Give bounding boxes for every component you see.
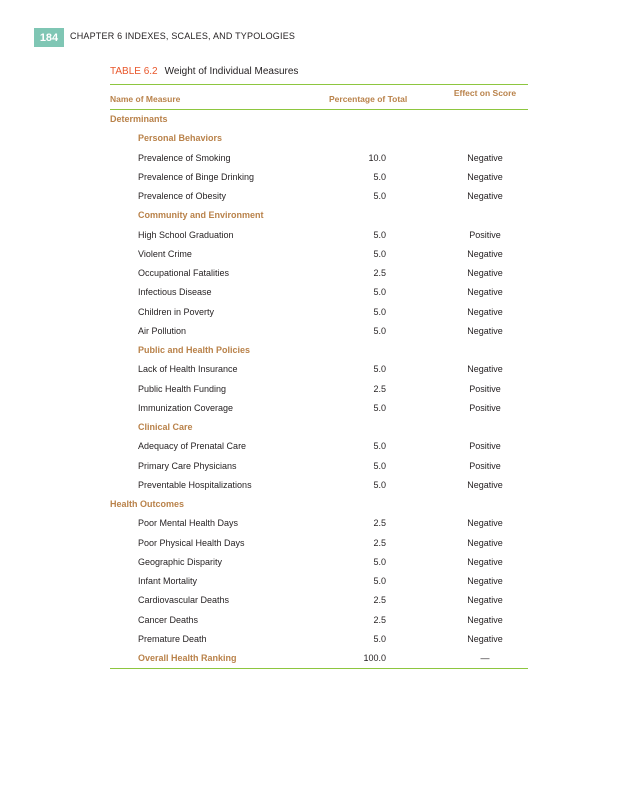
effect-cell: Positive [469, 383, 501, 394]
table-caption [110, 66, 298, 77]
measure-name: Children in Poverty [138, 306, 215, 317]
header-name: Name of Measure [110, 94, 181, 104]
measure-name: Cancer Deaths [138, 614, 199, 625]
table-row [110, 553, 528, 572]
measure-name: Preventable Hospitalizations [138, 479, 252, 490]
effect-cell: Negative [467, 248, 503, 259]
measure-name: Poor Mental Health Days [138, 518, 239, 529]
effect-cell: Negative [467, 268, 503, 278]
effect-cell: Positive [469, 229, 501, 240]
percentage-cell: 100.0 [363, 653, 386, 663]
measure-name: Prevalence of Smoking [138, 152, 231, 163]
percentage-cell: 5.0 [373, 441, 386, 452]
table-row [110, 303, 528, 322]
table-title: Weight of Individual Measures [164, 66, 299, 77]
measure-name: Primary Care Physicians [138, 460, 237, 471]
table-row [110, 245, 528, 264]
effect-cell: Negative [467, 287, 503, 298]
percentage-cell: 5.0 [373, 556, 386, 567]
table-row [110, 630, 528, 649]
percentage-cell: 5.0 [373, 306, 386, 317]
section-row [110, 110, 528, 129]
table-row [110, 168, 528, 187]
effect-cell: Negative [467, 556, 503, 567]
measure-name: Geographic Disparity [138, 556, 223, 567]
percentage-cell: 5.0 [373, 364, 386, 375]
percentage-cell: 5.0 [373, 576, 386, 586]
table-row [110, 514, 528, 533]
percentage-cell: 5.0 [373, 325, 386, 336]
measure-name: Lack of Health Insurance [138, 364, 238, 375]
percentage-cell: 2.5 [373, 537, 386, 548]
measure-name: Occupational Fatalities [138, 268, 230, 278]
table-row [110, 226, 528, 245]
effect-cell: Negative [467, 537, 503, 548]
effect-cell: Negative [467, 364, 503, 375]
measure-name: Personal Behaviors [138, 133, 223, 144]
effect-cell: Negative [467, 171, 503, 182]
effect-cell: Negative [467, 633, 503, 644]
effect-cell: Negative [467, 614, 503, 625]
table-row [110, 591, 528, 610]
header-effect: Effect on Score [453, 88, 517, 98]
table-row [110, 534, 528, 553]
header-percentage: Percentage of Total [329, 94, 408, 104]
percentage-cell: 5.0 [373, 229, 386, 240]
percentage-cell: 2.5 [373, 614, 386, 625]
measure-name: Public Health Funding [138, 383, 227, 394]
percentage-cell: 2.5 [373, 595, 386, 606]
table-row [110, 322, 528, 341]
page-number: 184 [34, 28, 64, 47]
running-head: CHAPTER 6 INDEXES, SCALES, AND TYPOLOGIES [70, 31, 296, 41]
table-row [110, 264, 528, 283]
measure-name: Air Pollution [138, 325, 187, 336]
table-header [110, 85, 528, 110]
table-row [110, 149, 528, 168]
table-row [110, 360, 528, 379]
effect-cell: Negative [467, 576, 503, 586]
measure-name: Infectious Disease [138, 287, 212, 298]
subsection-row [110, 206, 528, 225]
measure-name: Immunization Coverage [138, 402, 234, 413]
effect-cell: Negative [467, 325, 503, 336]
measure-name: Public and Health Policies [138, 345, 251, 355]
measure-name: Prevalence of Binge Drinking [138, 171, 255, 182]
subsection-row [110, 341, 528, 360]
measure-name: Adequacy of Prenatal Care [138, 441, 247, 452]
table-row [110, 437, 528, 456]
table-body [110, 110, 528, 668]
percentage-cell: 5.0 [373, 633, 386, 644]
effect-cell: Negative [467, 152, 503, 163]
percentage-cell: 5.0 [373, 479, 386, 490]
effect-cell: — [480, 653, 490, 663]
percentage-cell: 5.0 [373, 191, 386, 201]
subsection-row [110, 129, 528, 148]
section-row [110, 495, 528, 514]
effect-cell: Positive [469, 460, 501, 471]
table-row [110, 611, 528, 630]
measure-name: Determinants [110, 114, 168, 124]
table-row [110, 187, 528, 206]
table-row [110, 399, 528, 418]
measure-name: High School Graduation [138, 229, 234, 240]
measure-name: Community and Environment [138, 210, 264, 221]
percentage-cell: 10.0 [368, 152, 386, 163]
percentage-cell: 5.0 [373, 460, 386, 471]
measure-name: Violent Crime [138, 248, 192, 259]
effect-cell: Negative [467, 595, 503, 606]
table-row [110, 283, 528, 302]
table-row [110, 380, 528, 399]
effect-cell: Negative [467, 479, 503, 490]
percentage-cell: 2.5 [373, 518, 386, 529]
measure-name: Premature Death [138, 633, 207, 644]
percentage-cell: 5.0 [373, 248, 386, 259]
percentage-cell: 5.0 [373, 287, 386, 298]
effect-cell: Negative [467, 518, 503, 529]
subsection-row [110, 418, 528, 437]
effect-cell: Negative [467, 306, 503, 317]
effect-cell: Negative [467, 191, 503, 201]
table-row [110, 572, 528, 591]
measure-name: Poor Physical Health Days [138, 537, 245, 548]
measure-name: Infant Mortality [138, 576, 198, 586]
measure-name: Health Outcomes [110, 499, 185, 509]
measure-name: Prevalence of Obesity [138, 191, 227, 201]
total-row [110, 649, 528, 668]
percentage-cell: 2.5 [373, 268, 386, 278]
measure-name: Overall Health Ranking [138, 653, 237, 663]
effect-cell: Positive [469, 441, 501, 452]
table-row [110, 476, 528, 495]
table-row [110, 457, 528, 476]
table-label: TABLE 6.2 [110, 66, 158, 77]
effect-cell: Positive [469, 402, 501, 413]
percentage-cell: 5.0 [373, 402, 386, 413]
measure-name: Clinical Care [138, 422, 193, 432]
percentage-cell: 2.5 [373, 383, 386, 394]
weights-table [110, 84, 528, 669]
percentage-cell: 5.0 [373, 171, 386, 182]
measure-name: Cardiovascular Deaths [138, 595, 230, 606]
